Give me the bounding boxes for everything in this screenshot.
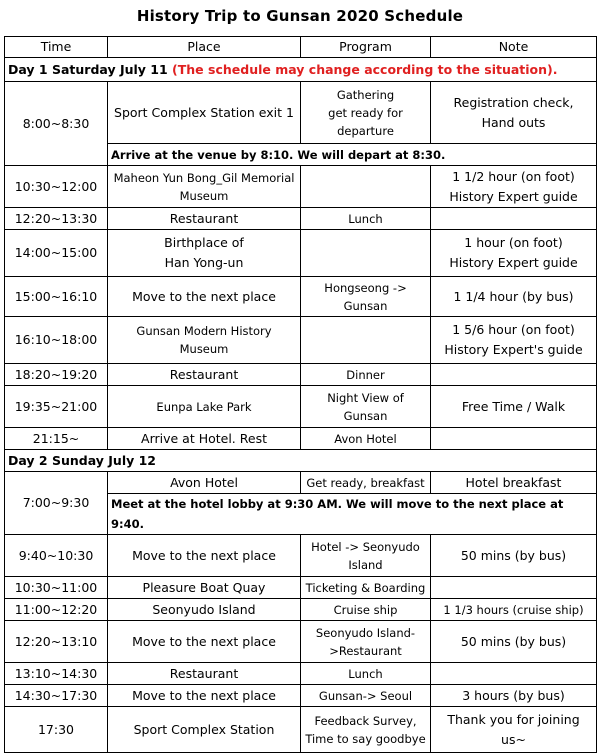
note-cell: Hotel breakfast: [431, 472, 597, 494]
day1-header: [5, 58, 597, 82]
program-cell: [301, 166, 431, 208]
place-cell: Seonyudo Island: [108, 599, 301, 621]
time-cell: 14:00~15:00: [5, 230, 108, 277]
program-cell: Hotel -> Seonyudo Island: [301, 535, 431, 577]
table-row: [5, 535, 597, 577]
table-row: [5, 364, 597, 386]
note-cell: 1 1/2 hour (on foot) History Expert guide: [431, 166, 597, 208]
note-cell: [431, 577, 597, 599]
note-cell: 1 1/3 hours (cruise ship): [431, 599, 597, 621]
program-cell: Seonyudo Island- >Restaurant: [301, 621, 431, 663]
table-row: [5, 685, 597, 707]
note-cell: [431, 364, 597, 386]
place-cell: Arrive at Hotel. Rest: [108, 428, 301, 450]
time-cell: 10:30~11:00: [5, 577, 108, 599]
table-row: [5, 621, 597, 663]
schedule-table: [4, 36, 597, 753]
program-cell: Lunch: [301, 663, 431, 685]
program-cell: Dinner: [301, 364, 431, 386]
table-row: [5, 663, 597, 685]
place-cell: Move to the next place: [108, 621, 301, 663]
table-row: [5, 208, 597, 230]
table-row: [5, 577, 597, 599]
table-row: [5, 230, 597, 277]
place-cell: Restaurant: [108, 208, 301, 230]
day1-warning: (The schedule may change according to the situation).: [172, 61, 558, 77]
note-cell: Registration check, Hand outs: [431, 82, 597, 144]
program-cell: Avon Hotel: [301, 428, 431, 450]
place-cell: Pleasure Boat Quay: [108, 577, 301, 599]
program-cell: Cruise ship: [301, 599, 431, 621]
header-time: Time: [5, 37, 108, 58]
program-cell: [301, 317, 431, 364]
program-cell: Get ready, breakfast: [301, 472, 431, 494]
note-cell: [431, 208, 597, 230]
header-row: [5, 37, 597, 58]
note-cell: 50 mins (by bus): [431, 621, 597, 663]
place-cell: Move to the next place: [108, 535, 301, 577]
day2-header: Day 2 Sunday July 12: [5, 450, 597, 472]
day-header-row: [5, 58, 597, 82]
day-header-row: [5, 450, 597, 472]
place-cell: Avon Hotel: [108, 472, 301, 494]
note-cell: 3 hours (by bus): [431, 685, 597, 707]
header-program: Program: [301, 37, 431, 58]
time-cell: 15:00~16:10: [5, 277, 108, 317]
program-cell: Lunch: [301, 208, 431, 230]
table-row: [5, 277, 597, 317]
program-cell: [301, 230, 431, 277]
table-row: [5, 166, 597, 208]
time-cell: 21:15~: [5, 428, 108, 450]
place-cell: Restaurant: [108, 663, 301, 685]
time-cell: 12:20~13:30: [5, 208, 108, 230]
time-cell: 13:10~14:30: [5, 663, 108, 685]
note-cell: Free Time / Walk: [431, 386, 597, 428]
time-cell: 9:40~10:30: [5, 535, 108, 577]
table-row: [5, 428, 597, 450]
place-cell: Gunsan Modern History Museum: [108, 317, 301, 364]
table-row: [5, 599, 597, 621]
time-cell: 14:30~17:30: [5, 685, 108, 707]
header-place: Place: [108, 37, 301, 58]
table-row: [5, 317, 597, 364]
place-cell: Birthplace of Han Yong-un: [108, 230, 301, 277]
time-cell: 17:30: [5, 707, 108, 753]
note-cell: Thank you for joining us~: [431, 707, 597, 753]
table-row: [5, 386, 597, 428]
note-cell: [431, 428, 597, 450]
note-cell: 50 mins (by bus): [431, 535, 597, 577]
place-cell: Maheon Yun Bong_Gil Memorial Museum: [108, 166, 301, 208]
meet-note: Meet at the hotel lobby at 9:30 AM. We will move to the next place at 9:40.: [108, 494, 597, 535]
time-cell: 18:20~19:20: [5, 364, 108, 386]
program-cell: Feedback Survey, Time to say goodbye: [301, 707, 431, 753]
time-cell: 16:10~18:00: [5, 317, 108, 364]
program-cell: Gathering get ready for departure: [301, 82, 431, 144]
note-cell: 1 1/4 hour (by bus): [431, 277, 597, 317]
note-cell: 1 5/6 hour (on foot) History Expert's guide: [431, 317, 597, 364]
table-row: [5, 82, 597, 144]
arrival-note: Arrive at the venue by 8:10. We will depart at 8:30.: [108, 144, 597, 166]
time-cell: 7:00~9:30: [5, 472, 108, 535]
header-note: Note: [431, 37, 597, 58]
place-cell: Sport Complex Station exit 1: [108, 82, 301, 144]
place-cell: Move to the next place: [108, 277, 301, 317]
program-cell: Gunsan-> Seoul: [301, 685, 431, 707]
time-cell: 19:35~21:00: [5, 386, 108, 428]
place-cell: Eunpa Lake Park: [108, 386, 301, 428]
program-cell: Hongseong -> Gunsan: [301, 277, 431, 317]
time-cell: 11:00~12:20: [5, 599, 108, 621]
program-cell: Ticketing & Boarding: [301, 577, 431, 599]
note-cell: 1 hour (on foot) History Expert guide: [431, 230, 597, 277]
table-row: [5, 472, 597, 494]
place-cell: Restaurant: [108, 364, 301, 386]
day1-label: Day 1 Saturday July 11: [8, 61, 168, 77]
page-title: History Trip to Gunsan 2020 Schedule: [136, 7, 464, 25]
note-cell: [431, 663, 597, 685]
time-cell: 12:20~13:10: [5, 621, 108, 663]
program-cell: Night View of Gunsan: [301, 386, 431, 428]
time-cell: 8:00~8:30: [5, 82, 108, 166]
place-cell: Move to the next place: [108, 685, 301, 707]
time-cell: 10:30~12:00: [5, 166, 108, 208]
place-cell: Sport Complex Station: [108, 707, 301, 753]
